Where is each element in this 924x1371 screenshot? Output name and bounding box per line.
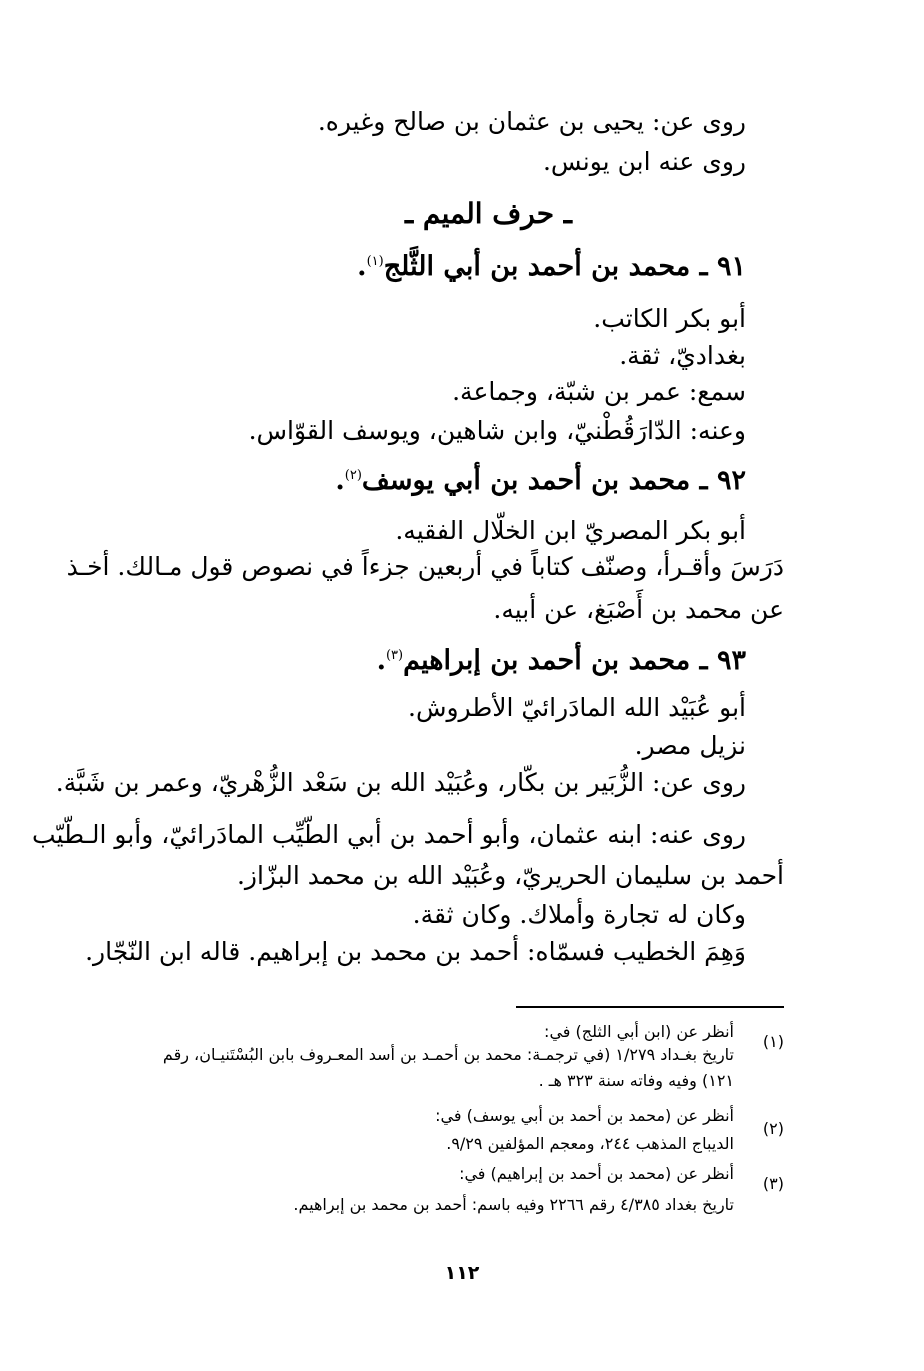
text-line: دَرَسَ وأقـرأ، وصنّف كتاباً في أربعين جزءاً في نصوص قول مـالك. أخـذ bbox=[66, 552, 784, 581]
footnote-line: أنظر عن (محمد بن أحمد بن أبي يوسف) في: bbox=[435, 1106, 734, 1125]
text-line: روى عن: الزُّبَير بن بكّار، وعُبَيْد الله بن سَعْد الزُّهْريّ، وعمر بن شَبَّة. bbox=[55, 768, 746, 797]
footnote-number: (٢) bbox=[762, 1119, 784, 1138]
footnote-line: أنظر عن (محمد بن أحمد بن إبراهيم) في: bbox=[459, 1164, 734, 1183]
text-line: أبو بكر المصريّ ابن الخلّال الفقيه. bbox=[395, 516, 746, 545]
footnote-line: تاريخ بغداد ٤/٣٨٥ رقم ٢٢٦٦ وفيه باسم: أحمد بن محمد بن إبراهيم. bbox=[293, 1195, 734, 1214]
text-line: نزيل مصر. bbox=[634, 731, 746, 760]
text-line: أبو عُبَيْد الله المادَرائيّ الأطروش. bbox=[408, 693, 746, 722]
footnote-ref: (٢) bbox=[344, 468, 362, 483]
entry-title-text: ٩١ ـ محمد بن أحمد بن أبي الثَّلج bbox=[383, 251, 746, 282]
entry-93-title bbox=[377, 643, 746, 679]
text-line: أبو بكر الكاتب. bbox=[593, 304, 746, 333]
text-line: أحمد بن سليمان الحريريّ، وعُبَيْد الله بن محمد البزّاز. bbox=[236, 861, 784, 890]
entry-91-title bbox=[357, 249, 746, 285]
footnote-number: (١) bbox=[762, 1032, 784, 1051]
text-line: عن محمد بن أَصْبَغ، عن أبيه. bbox=[493, 595, 784, 624]
footnote-number: (٣) bbox=[762, 1174, 784, 1193]
text-line: بغداديّ، ثقة. bbox=[619, 341, 746, 370]
footnote-line: ١٢١) وفيه وفاته سنة ٣٢٣ هـ . bbox=[538, 1071, 734, 1090]
footnote-line: أنظر عن (ابن أبي الثلج) في: bbox=[544, 1022, 734, 1041]
text-line: سمع: عمر بن شبّة، وجماعة. bbox=[452, 377, 746, 406]
footnote-line: تاريخ بغـداد ١/٢٧٩ (في ترجمـة: محمد بن أحمـد بن أسد المعـروف بابن البُسْتَنيـان، رقم bbox=[162, 1045, 734, 1064]
entry-title-end: . bbox=[376, 645, 386, 676]
text-line: وَهِمَ الخطيب فسمّاه: أحمد بن محمد بن إبراهيم. قاله ابن النّجّار. bbox=[85, 937, 746, 966]
text-line: روى عنه: ابنه عثمان، وأبو أحمد بن أبي الطّيِّب المادَرائيّ، وأبو الـطّيّب bbox=[31, 820, 746, 849]
text-line: وكان له تجارة وأملاك. وكان ثقة. bbox=[412, 900, 746, 929]
section-heading: ـ حرف الميم ـ bbox=[404, 197, 572, 230]
text-line: روى عن: يحيى بن عثمان بن صالح وغيره. bbox=[317, 107, 746, 136]
footnote-ref: (١) bbox=[366, 254, 384, 269]
entry-title-end: . bbox=[357, 251, 367, 282]
page-number: ١١٢ bbox=[444, 1262, 480, 1284]
entry-title-text: ٩٣ ـ محمد بن أحمد بن إبراهيم bbox=[403, 645, 746, 676]
entry-title-text: ٩٢ ـ محمد بن أحمد بن أبي يوسف bbox=[361, 465, 746, 496]
text-line: روى عنه ابن يونس. bbox=[542, 147, 746, 176]
entry-title-end: . bbox=[335, 465, 345, 496]
text-line: وعنه: الدّارَقُطْنيّ، وابن شاهين، ويوسف القوّاس. bbox=[248, 416, 746, 445]
footnote-ref: (٣) bbox=[385, 648, 404, 663]
footnote-separator bbox=[516, 1006, 784, 1008]
footnote-line: الديباج المذهب ٢٤٤، ومعجم المؤلفين ٩/٢٩. bbox=[446, 1134, 734, 1153]
entry-92-title bbox=[335, 463, 746, 499]
